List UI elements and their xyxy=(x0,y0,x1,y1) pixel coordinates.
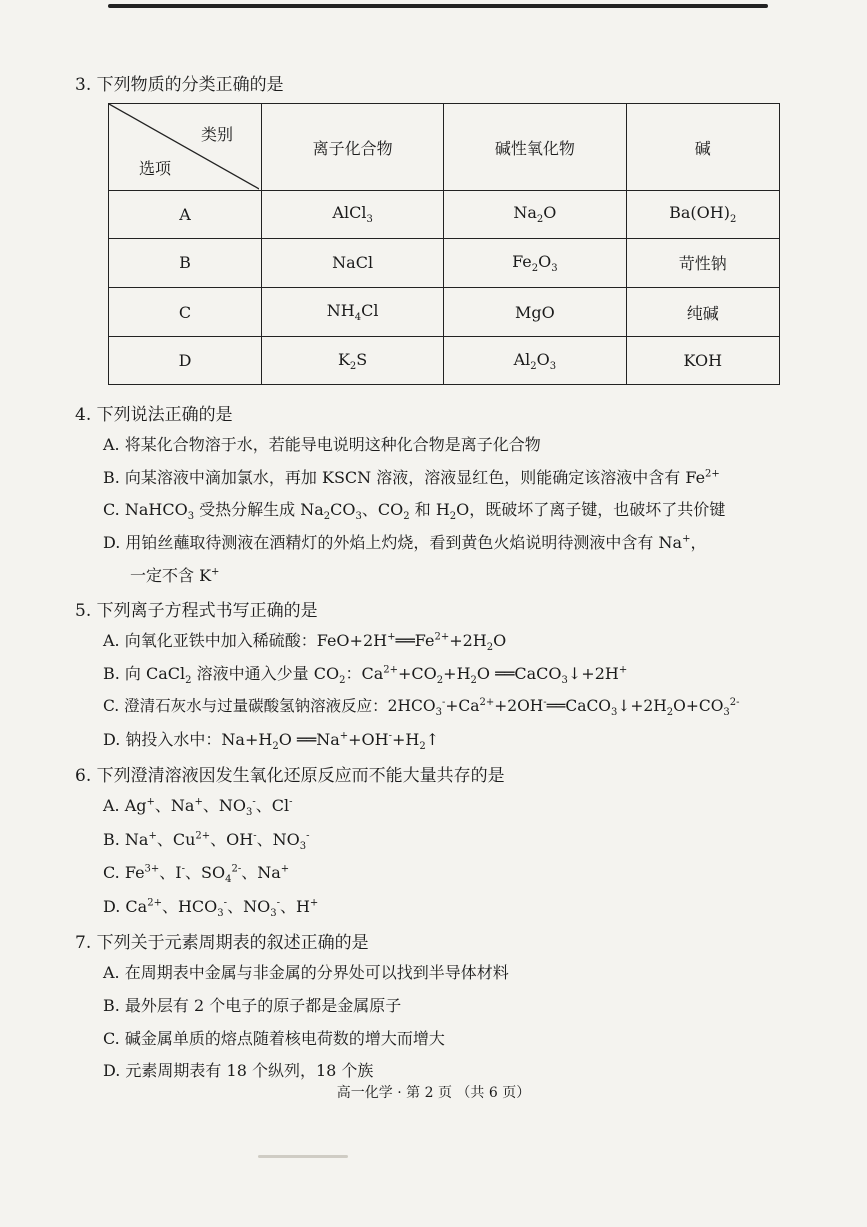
diag-label-option: 选项 xyxy=(139,159,172,178)
row-option: D xyxy=(109,337,262,385)
cell-base: 纯碱 xyxy=(626,287,780,336)
q6-option-c: C. $Fe^{3+}$、I-、$SO_4^{2-}$、Na+ xyxy=(103,863,290,886)
cell-ionic: $K_2S$ xyxy=(262,337,444,385)
q4-option-c: C. NaHCO$_3$ 受热分解生成 $Na_2CO_3$、$CO_2$ 和 $H_2O$，既破坏了离子键，也破坏了共价键 xyxy=(103,500,726,523)
cell-oxide: MgO xyxy=(444,287,626,336)
table-row xyxy=(109,238,780,287)
q4-option-d-cont: 一定不含 K+ xyxy=(130,566,220,585)
q6-option-b: B. Na+、$Cu^{2+}$、OH-、$NO_3^-$ xyxy=(103,830,310,853)
header-base: 碱 xyxy=(626,104,780,191)
diagonal-header-cell xyxy=(109,104,262,191)
cell-oxide: $Al_2O_3$ xyxy=(444,337,626,385)
q6-title: 6. 下列澄清溶液因发生氧化还原反应而不能大量共存的是 xyxy=(75,766,505,786)
row-option: C xyxy=(109,287,262,336)
q7-option-c: C. 碱金属单质的熔点随着核电荷数的增大而增大 xyxy=(103,1029,445,1048)
page-footer: 高一化学 · 第 2 页 （共 6 页） xyxy=(336,1085,531,1101)
cell-base: KOH xyxy=(626,337,780,385)
q5-option-b: B. 向 CaCl$_2$ 溶液中通入少量 $CO_2$：$Ca^{2+}+CO_2+H_2O$ ══CaCO$_3$↓+2H+ xyxy=(103,664,628,687)
q5-option-a: A. 向氧化亚铁中加入稀硫酸：$FeO+2H^+══Fe^{2+}+2H_2O$ xyxy=(103,631,507,654)
row-option: B xyxy=(109,238,262,287)
table-row xyxy=(109,191,780,239)
table-row xyxy=(109,337,780,385)
q5-title: 5. 下列离子方程式书写正确的是 xyxy=(75,601,318,621)
cell-oxide: $Fe_2O_3$ xyxy=(444,238,626,287)
cell-ionic: AlCl$_3$ xyxy=(262,191,444,239)
diagonal-line xyxy=(109,104,259,190)
q4-option-a: A. 将某化合物溶于水，若能导电说明这种化合物是离子化合物 xyxy=(103,435,541,454)
table-row xyxy=(109,287,780,336)
q3-title: 3. 下列物质的分类正确的是 xyxy=(75,75,284,95)
scan-top-edge xyxy=(108,4,768,8)
row-option: A xyxy=(109,191,262,239)
q7-option-a: A. 在周期表中金属与非金属的分界处可以找到半导体材料 xyxy=(103,963,509,982)
q5-option-d: D. 钠投入水中：$Na+H_2O$ $══Na^++OH^-+H_2↑$ xyxy=(103,730,440,753)
header-ionic: 离子化合物 xyxy=(262,104,444,191)
q7-title: 7. 下列关于元素周期表的叙述正确的是 xyxy=(75,933,369,953)
q6-option-d: D. $Ca^{2+}$、$HCO_3^-$、$NO_3^-$、H+ xyxy=(103,897,319,920)
q4-title: 4. 下列说法正确的是 xyxy=(75,405,233,425)
cell-ionic: NaCl xyxy=(262,238,444,287)
q7-option-b: B. 最外层有 2 个电子的原子都是金属原子 xyxy=(103,996,402,1015)
q5-option-c: C. 澄清石灰水与过量碳酸氢钠溶液反应：$2HCO_3^-+Ca^{2+}+2OH^-══CaCO_3↓+2H_2O+CO_3^{2-}$ xyxy=(103,696,740,719)
q4-option-b: B. 向某溶液中滴加氯水，再加 KSCN 溶液，溶液显红色，则能确定该溶液中含有 $Fe^{2+}$ xyxy=(103,468,720,487)
cell-base: 苛性钠 xyxy=(626,238,780,287)
cell-oxide: $Na_2O$ xyxy=(444,191,626,239)
classification-table xyxy=(108,103,780,385)
diag-label-category: 类别 xyxy=(200,125,233,144)
header-basic-oxide: 碱性氧化物 xyxy=(444,104,626,191)
cell-base: $Ba(OH)_2$ xyxy=(626,191,780,239)
q6-option-a: A. Ag+、Na+、$NO_3^-$、Cl- xyxy=(103,796,293,819)
q4-option-d: D. 用铂丝蘸取待测液在酒精灯的外焰上灼烧，看到黄色火焰说明待测液中含有 Na+， xyxy=(103,533,707,552)
cell-ionic: $NH_4Cl$ xyxy=(262,287,444,336)
scan-smudge xyxy=(258,1155,348,1158)
q7-option-d: D. 元素周期表有 18 个纵列，18 个族 xyxy=(103,1061,374,1080)
